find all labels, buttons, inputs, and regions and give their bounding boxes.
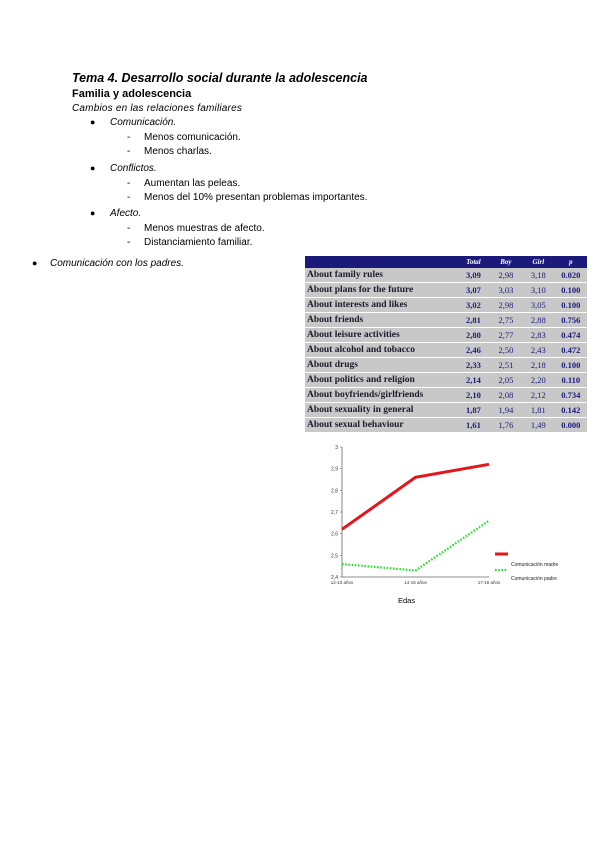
table-row xyxy=(305,343,587,358)
row-value: 2,75 xyxy=(490,313,522,328)
table-row xyxy=(305,403,587,418)
row-value: 1,49 xyxy=(522,418,554,433)
topic-bullet xyxy=(90,163,157,174)
table-header-cell: p xyxy=(555,256,587,268)
row-value: 2,46 xyxy=(457,343,489,358)
row-value: 0.474 xyxy=(555,328,587,343)
row-value: 2,81 xyxy=(457,313,489,328)
section-heading: Cambios en las relaciones familiares xyxy=(72,103,243,114)
topic-label: Comunicación. xyxy=(110,117,177,128)
table-header-row xyxy=(305,256,587,268)
row-value: 2,18 xyxy=(522,358,554,373)
table-header-cell: Boy xyxy=(490,256,522,268)
row-label: About plans for the future xyxy=(305,283,457,298)
table-header-cell: Girl xyxy=(522,256,554,268)
row-value: 2,14 xyxy=(457,373,489,388)
row-value: 2,98 xyxy=(490,268,522,283)
row-value: 3,07 xyxy=(457,283,489,298)
row-value: 0.472 xyxy=(555,343,587,358)
row-label: About family rules xyxy=(305,268,457,283)
table-body xyxy=(305,268,587,433)
row-value: 2,83 xyxy=(522,328,554,343)
row-value: 2,98 xyxy=(490,298,522,313)
row-value: 0.734 xyxy=(555,388,587,403)
dash-marker: - xyxy=(127,132,131,143)
table-row xyxy=(305,418,587,433)
row-value: 2,43 xyxy=(522,343,554,358)
topic-item xyxy=(127,146,212,157)
topic-label: Conflictos. xyxy=(110,163,157,174)
bullet-dot: ● xyxy=(90,117,96,127)
row-value: 3,18 xyxy=(522,268,554,283)
x-tick-label: 12-13 años xyxy=(330,580,354,585)
row-value: 2,88 xyxy=(522,313,554,328)
topic-item-text: Menos comunicación. xyxy=(144,132,241,143)
table-row xyxy=(305,283,587,298)
section-subtitle: Familia y adolescencia xyxy=(72,88,192,100)
bullet-dot: ● xyxy=(32,258,38,268)
table-header-cell xyxy=(305,256,457,268)
legend-label: Comunicación padre xyxy=(511,576,557,582)
row-value: 2,51 xyxy=(490,358,522,373)
table-header-cell: Total xyxy=(457,256,489,268)
row-value: 2,80 xyxy=(457,328,489,343)
row-value: 2,77 xyxy=(490,328,522,343)
x-axis-label: Edas xyxy=(398,596,416,605)
y-tick-label: 2,9 xyxy=(331,466,338,473)
line-chart xyxy=(305,437,600,595)
row-value: 3,10 xyxy=(522,283,554,298)
x-tick-label: 14-15 años xyxy=(404,580,427,585)
row-value: 1,61 xyxy=(457,418,489,433)
bullet-dot: ● xyxy=(90,163,96,173)
row-value: 2,50 xyxy=(490,343,522,358)
row-value: 1,94 xyxy=(490,403,522,418)
row-value: 3,05 xyxy=(522,298,554,313)
dash-marker: - xyxy=(127,178,131,189)
row-value: 0.756 xyxy=(555,313,587,328)
topic-item-text: Aumentan las peleas. xyxy=(144,178,241,189)
row-value: 0.142 xyxy=(555,403,587,418)
y-tick-label: 2,7 xyxy=(331,510,338,516)
table-row xyxy=(305,358,587,373)
row-value: 1,81 xyxy=(522,403,554,418)
row-label: About drugs xyxy=(305,358,457,373)
x-tick-label: 17-18 años xyxy=(477,580,501,585)
page-title: Tema 4. Desarrollo social durante la adolescencia xyxy=(72,71,368,85)
row-value: 0.000 xyxy=(555,418,587,433)
row-value: 0.020 xyxy=(555,268,587,283)
row-value: 0.100 xyxy=(555,358,587,373)
topic-bullet xyxy=(90,117,177,128)
dash-marker: - xyxy=(127,223,131,234)
y-tick-label: 2,5 xyxy=(331,553,338,560)
outer-bullet xyxy=(32,258,184,269)
topic-item-text: Distanciamiento familiar. xyxy=(144,237,253,248)
row-label: About leisure activities xyxy=(305,328,457,343)
row-value: 1,87 xyxy=(457,403,489,418)
dash-marker: - xyxy=(127,192,131,203)
row-value: 0.100 xyxy=(555,283,587,298)
row-value: 2,33 xyxy=(457,358,489,373)
row-value: 2,08 xyxy=(490,388,522,403)
row-value: 3,02 xyxy=(457,298,489,313)
topic-item-text: Menos del 10% presentan problemas importantes. xyxy=(144,192,368,203)
row-value: 0.100 xyxy=(555,298,587,313)
outer-bullet-text: Comunicación con los padres. xyxy=(50,258,184,269)
row-value: 3,09 xyxy=(457,268,489,283)
topic-item xyxy=(127,237,253,248)
row-value: 2,05 xyxy=(490,373,522,388)
row-value: 3,03 xyxy=(490,283,522,298)
table-row xyxy=(305,328,587,343)
row-label: About friends xyxy=(305,313,457,328)
topic-label: Afecto. xyxy=(110,208,142,219)
bullet-dot: ● xyxy=(90,208,96,218)
row-value: 0.110 xyxy=(555,373,587,388)
table-row xyxy=(305,298,587,313)
y-tick-label: 2,8 xyxy=(331,488,338,495)
y-tick-label: 2,6 xyxy=(331,531,338,538)
table-row xyxy=(305,388,587,403)
topic-item xyxy=(127,132,241,143)
topic-item xyxy=(127,223,265,234)
row-label: About politics and religion xyxy=(305,373,457,388)
row-value: 1,76 xyxy=(490,418,522,433)
topic-item xyxy=(127,192,368,203)
dash-marker: - xyxy=(127,146,131,157)
topic-item-text: Menos charlas. xyxy=(144,146,212,157)
table-row xyxy=(305,268,587,283)
table-row xyxy=(305,313,587,328)
series-line xyxy=(342,464,489,529)
dash-marker: - xyxy=(127,237,131,248)
row-value: 2,10 xyxy=(457,388,489,403)
row-label: About interests and likes xyxy=(305,298,457,313)
topic-bullet xyxy=(90,208,142,219)
row-label: About alcohol and tobacco xyxy=(305,343,457,358)
legend-label: Comunicación madre xyxy=(511,562,559,568)
topic-item-text: Menos muestras de afecto. xyxy=(144,223,265,234)
y-tick-label: 3 xyxy=(335,445,338,451)
row-value: 2,20 xyxy=(522,373,554,388)
series-line xyxy=(342,521,489,571)
row-label: About sexual behaviour xyxy=(305,418,457,433)
communication-table xyxy=(305,256,587,433)
y-tick-label: 2,4 xyxy=(331,575,338,581)
row-value: 2,12 xyxy=(522,388,554,403)
row-label: About sexuality in general xyxy=(305,403,457,418)
topic-item xyxy=(127,178,241,189)
table-row xyxy=(305,373,587,388)
row-label: About boyfriends/girlfriends xyxy=(305,388,457,403)
